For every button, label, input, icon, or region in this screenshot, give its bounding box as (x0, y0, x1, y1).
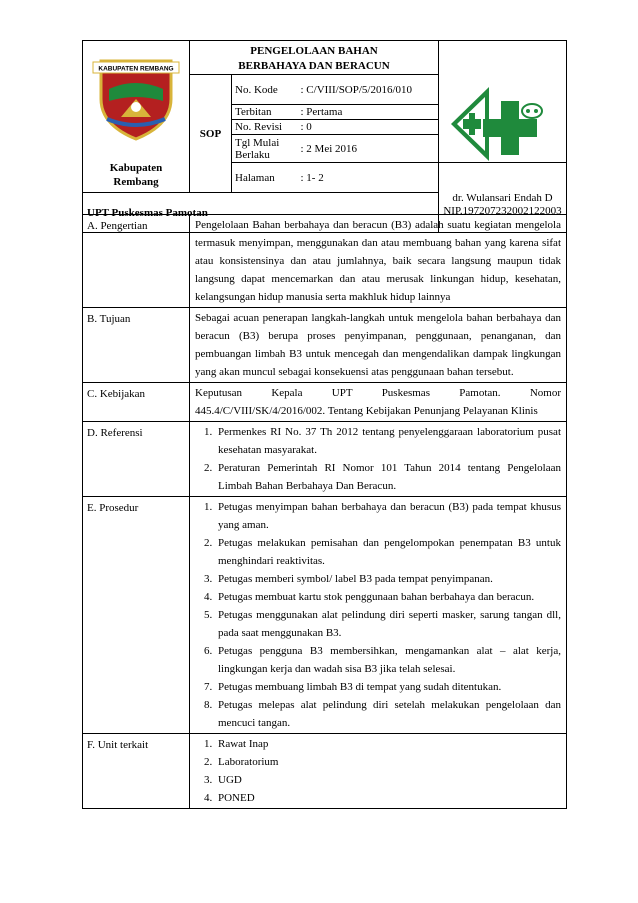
section-unit-terkait (83, 734, 567, 809)
section-text: Keputusan Kepala UPT Puskesmas Pamotan. Nomor 445.4/C/VIII/SK/4/2016/002. Tentang Kebijakan Penunjang Pelayanan Klinis (190, 383, 567, 422)
puskesmas-logo-cell (439, 41, 567, 163)
list-item: 2. Petugas melakukan pemisahan dan pengelompokan penempatan B3 untuk menghindari reaktivitas. (215, 534, 561, 570)
signer-name: dr. Wulansari Endah D (452, 191, 553, 204)
list-item: 8. Petugas melepas alat pelindung diri setelah melakukan pengelolaan dan mencuci tangan. (215, 696, 561, 732)
list-item: 5. Petugas menggunakan alat pelindung diri seperti masker, sarung tangan dll, pada saat menggunakan B3. (215, 606, 561, 642)
list-item: 2. Laboratorium (215, 753, 561, 771)
sop-header-table (82, 40, 567, 233)
unit-terkait-list (195, 735, 561, 807)
list-item: 2. Peraturan Pemerintah RI Nomor 101 Tahun 2014 tentang Pengelolaan Limbah Bahan Berbahaya Dan Beracun. (215, 459, 561, 495)
sop-label: SOP (190, 75, 232, 193)
meta-key-no-revisi: No. Revisi (232, 120, 299, 135)
signer-nip: NIP.197207232002122003 (443, 204, 562, 217)
section-kebijakan (83, 383, 567, 422)
sop-title-line1: PENGELOLAAN BAHAN (250, 45, 378, 57)
puskesmas-green-cross-icon (447, 81, 559, 167)
list-item: 6. Petugas pengguna B3 membersihkan, mengamankan alat – alat kerja, lingkungan kerja dan wadah sisa B3 jika telah selesai. (215, 642, 561, 678)
section-label: A. Pengertian (83, 215, 190, 308)
kabupaten-rembang-logo (91, 49, 181, 141)
kabupaten-label: Kabupaten (109, 162, 163, 174)
section-tujuan (83, 308, 567, 383)
meta-key-tgl-berlaku: Tgl Mulai Berlaku (232, 135, 299, 163)
meta-value-no-kode: : C/VIII/SOP/5/2016/010 (299, 75, 439, 105)
prosedur-list (195, 498, 561, 732)
meta-value-terbitan: : Pertama (299, 105, 439, 120)
section-label: C. Kebijakan (83, 383, 190, 422)
logo-banner-text: KABUPATEN REMBANG (98, 65, 174, 73)
section-text: Pengelolaan Bahan berbahaya dan beracun (B3) adalah suatu kegiatan mengelola termasuk menyimpan, menggunakan dan atau membuang bahan yang karena sifat atau konsistensinya dan atau jumlahnya, baik secara langsung maupun tidak langsung dapat mencemarkan dan atau merusak linkungan hidup, kesehatan, kelangsungan hidup manusia serta makhluk hidup lainnya (190, 215, 567, 308)
section-text: Sebagai acuan penerapan langkah-langkah untuk mengelola bahan berbahaya dan beracun (B3) berupa proses penyimpanan, penggunaan, penanganan, dan pembuangan limbah B3 untuk mencegah dan mengendalikan dampak lingkungan yang akan muncul sebagai konsekuensi atas penggunaan bahan tersebut. (190, 308, 567, 383)
list-item: 1. Permenkes RI No. 37 Th 2012 tentang penyelenggaraan laboratorium pusat kesehatan masyarakat. (215, 423, 561, 459)
section-prosedur (83, 497, 567, 734)
section-pengertian (83, 215, 567, 308)
list-item: 3. Petugas memberi symbol/ label B3 pada tempat penyimpanan. (215, 570, 561, 588)
section-referensi (83, 422, 567, 497)
meta-value-tgl-berlaku: : 2 Mei 2016 (299, 135, 439, 163)
section-label: F. Unit terkait (83, 734, 190, 809)
section-label: B. Tujuan (83, 308, 190, 383)
list-item: 3. UGD (215, 771, 561, 789)
meta-value-halaman: : 1- 2 (299, 163, 439, 193)
list-item: 7. Petugas membuang limbah B3 di tempat yang sudah ditentukan. (215, 678, 561, 696)
referensi-list (195, 423, 561, 495)
sop-content-table (82, 214, 567, 809)
section-label: D. Referensi (83, 422, 190, 497)
logo-cell (83, 41, 190, 193)
list-item: 4. Petugas membuat kartu stok penggunaan bahan berbahaya dan beracun. (215, 588, 561, 606)
meta-key-halaman: Halaman (232, 163, 299, 193)
list-item: 1. Petugas menyimpan bahan berbahaya dan beracun (B3) pada tempat khusus yang aman. (215, 498, 561, 534)
sop-title-line2: BERBAHAYA DAN BERACUN (238, 60, 390, 72)
rembang-label: Rembang (113, 176, 159, 188)
list-item: 1. Rawat Inap (215, 735, 561, 753)
meta-key-no-kode: No. Kode (232, 75, 299, 105)
sop-title (190, 41, 439, 75)
meta-key-terbitan: Terbitan (232, 105, 299, 120)
upt-name: UPT Puskesmas Pamotan (83, 193, 439, 233)
meta-value-no-revisi: : 0 (299, 120, 439, 135)
section-label: E. Prosedur (83, 497, 190, 734)
list-item: 4. PONED (215, 789, 561, 807)
